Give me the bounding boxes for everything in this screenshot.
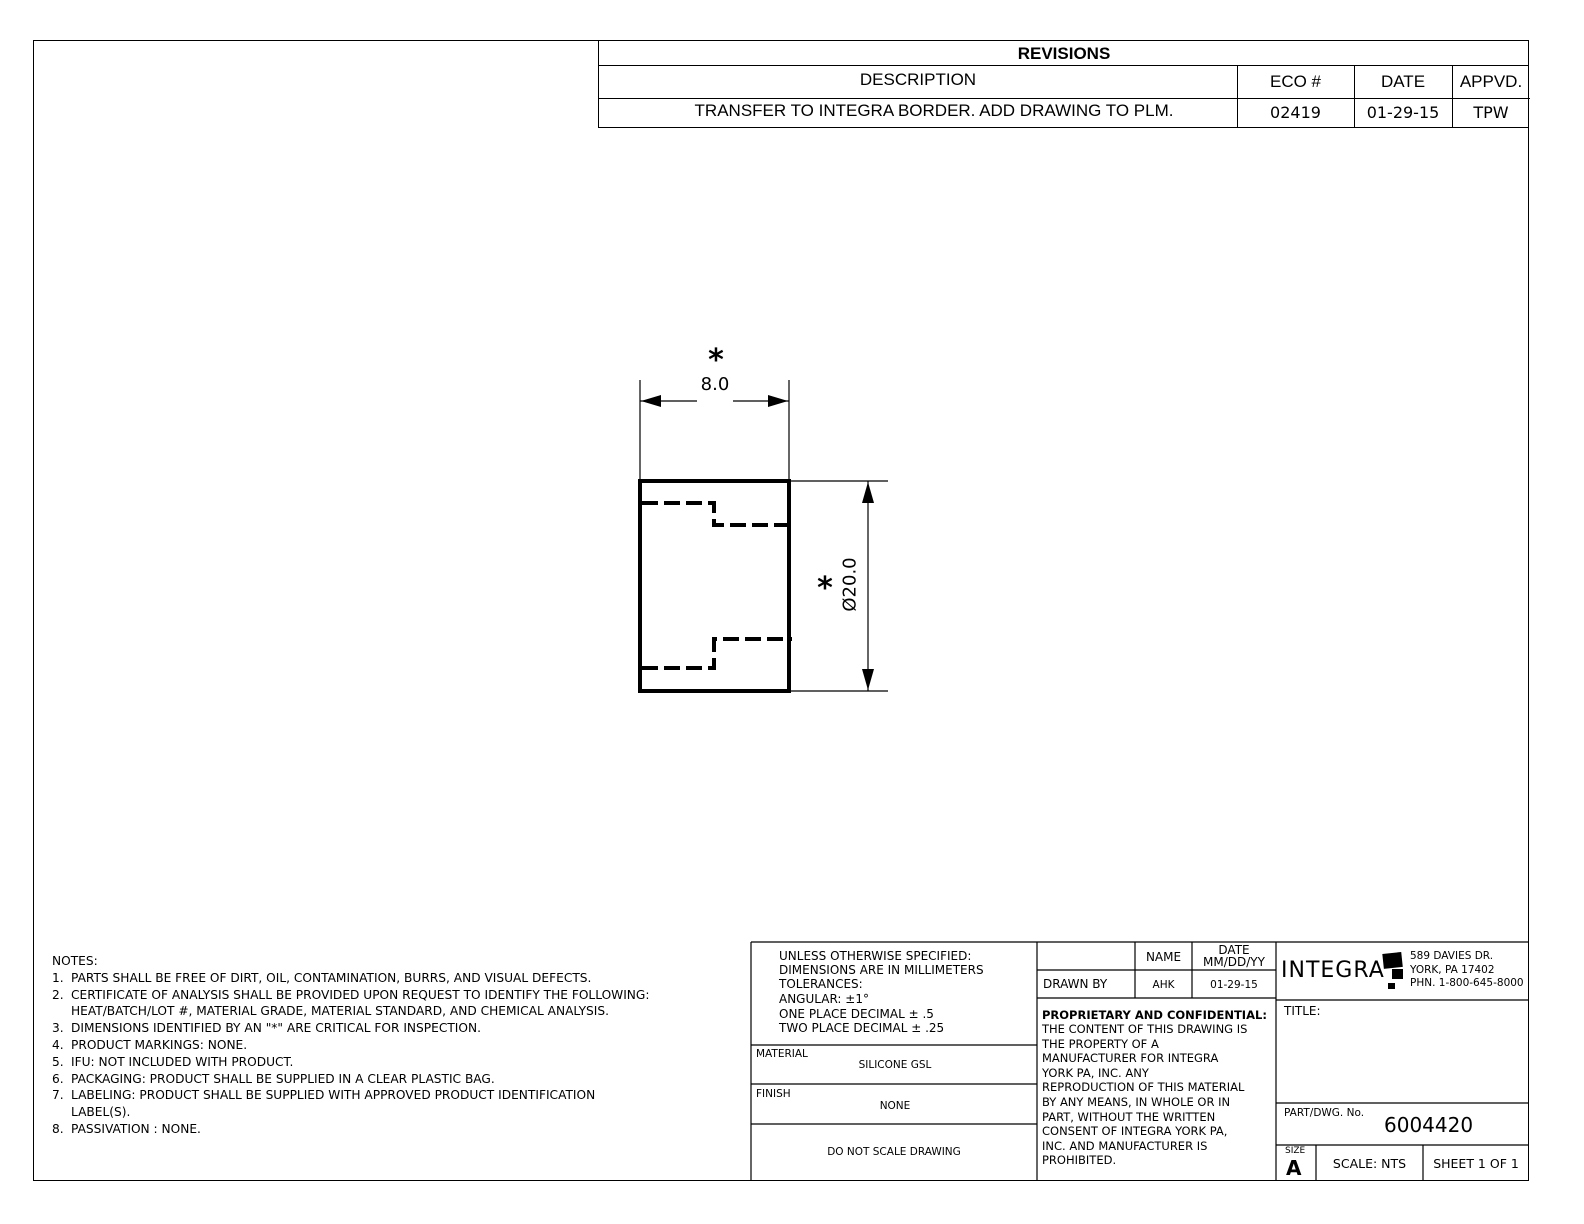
logo-square xyxy=(1388,983,1395,989)
date-header: DATE MM/DD/YY xyxy=(1203,943,1265,969)
header-description: DESCRIPTION xyxy=(859,70,977,89)
revision-approved: TPW xyxy=(1473,103,1509,122)
drawn-by-name: AHK xyxy=(1152,979,1175,991)
note-item: 8. PASSIVATION : NONE. xyxy=(52,1121,201,1136)
finish-value: NONE xyxy=(879,1100,911,1112)
tolerance-line: TWO PLACE DECIMAL ± .25 xyxy=(779,1021,945,1035)
part-number-label: PART/DWG. No. xyxy=(1284,1107,1365,1119)
sheet-value: SHEET 1 OF 1 xyxy=(1433,1156,1519,1171)
drawn-by-date: 01-29-15 xyxy=(1210,979,1258,991)
header-date: DATE xyxy=(1380,72,1426,91)
material-label: MATERIAL xyxy=(756,1048,808,1060)
revision-description: TRANSFER TO INTEGRA BORDER. ADD DRAWING TO PLM. xyxy=(694,101,1174,120)
note-item: 7. LABELING: PRODUCT SHALL BE SUPPLIED WITH APPROVED PRODUCT IDENTIFICATION LABEL(S). xyxy=(52,1088,596,1120)
revision-eco: 02419 xyxy=(1270,103,1321,122)
tolerance-line: ONE PLACE DECIMAL ± .5 xyxy=(779,1007,934,1021)
finish-label: FINISH xyxy=(756,1088,791,1100)
company-logo: INTEGRA xyxy=(1281,958,1385,983)
tolerance-line: TOLERANCES: xyxy=(779,977,863,991)
proprietary-heading: PROPRIETARY AND CONFIDENTIAL: xyxy=(1042,1008,1267,1022)
scale-value: SCALE: NTS xyxy=(1332,1156,1407,1171)
note-item: 6. PACKAGING: PRODUCT SHALL BE SUPPLIED IN A CLEAR PLASTIC BAG. xyxy=(52,1071,495,1086)
tolerance-line: DIMENSIONS ARE IN MILLIMETERS xyxy=(779,963,984,977)
header-eco: ECO # xyxy=(1269,72,1322,91)
note-item: 3. DIMENSIONS IDENTIFIED BY AN "*" ARE CRITICAL FOR INSPECTION. xyxy=(52,1021,481,1036)
title-label: TITLE: xyxy=(1284,1004,1321,1018)
size-value: A xyxy=(1286,1156,1302,1180)
revisions-title: REVISIONS xyxy=(599,40,1529,66)
name-header: NAME xyxy=(1145,950,1182,964)
logo-square xyxy=(1382,952,1402,969)
notes-heading: NOTES: xyxy=(52,954,98,968)
critical-marker-width: * xyxy=(708,343,724,378)
part-number: 6004420 xyxy=(1384,1113,1474,1137)
revision-date: 01-29-15 xyxy=(1366,103,1440,122)
note-item: 2. CERTIFICATE OF ANALYSIS SHALL BE PROVIDED UPON REQUEST TO IDENTIFY THE FOLLOWING: HEAT/BATCH/LOT #, MATERIAL GRADE, MATERIAL STANDARD, AND CHEMICAL ANALYSIS. xyxy=(52,987,650,1019)
tolerance-line: ANGULAR: ±1° xyxy=(779,992,869,1006)
tolerance-line: UNLESS OTHERWISE SPECIFIED: xyxy=(779,949,972,963)
drawn-by-label: DRAWN BY xyxy=(1043,977,1108,991)
proprietary-statement: THE CONTENT OF THIS DRAWING IS THE PROPERTY OF A MANUFACTURER FOR INTEGRA YORK PA, INC. ANY REPRODUCTION OF THIS MATERIAL BY ANY MEANS, IN WHOLE OR IN PART, WITHOUT THE WRITTEN CONSENT OF INTEGRA YORK PA, INC. AND MANUFACTURER IS PROHIBITED. xyxy=(1042,1022,1248,1168)
note-item: 5. IFU: NOT INCLUDED WITH PRODUCT. xyxy=(52,1054,294,1069)
width-dimension-value: 8.0 xyxy=(700,374,730,395)
material-value: SILICONE GSL xyxy=(858,1059,932,1071)
note-item: 1. PARTS SHALL BE FREE OF DIRT, OIL, CONTAMINATION, BURRS, AND VISUAL DEFECTS. xyxy=(52,970,592,985)
critical-marker-diameter: * xyxy=(817,571,833,606)
note-item: 4. PRODUCT MARKINGS: NONE. xyxy=(52,1037,248,1052)
diameter-dimension-value: Ø20.0 xyxy=(839,557,861,612)
company-address: 589 DAVIES DR. YORK, PA 17402 PHN. 1-800-645-8000 xyxy=(1410,950,1524,989)
size-label: SIZE xyxy=(1285,1146,1306,1156)
do-not-scale-note: DO NOT SCALE DRAWING xyxy=(827,1146,961,1158)
logo-square xyxy=(1392,969,1403,979)
header-approved: APPVD. xyxy=(1459,72,1523,91)
